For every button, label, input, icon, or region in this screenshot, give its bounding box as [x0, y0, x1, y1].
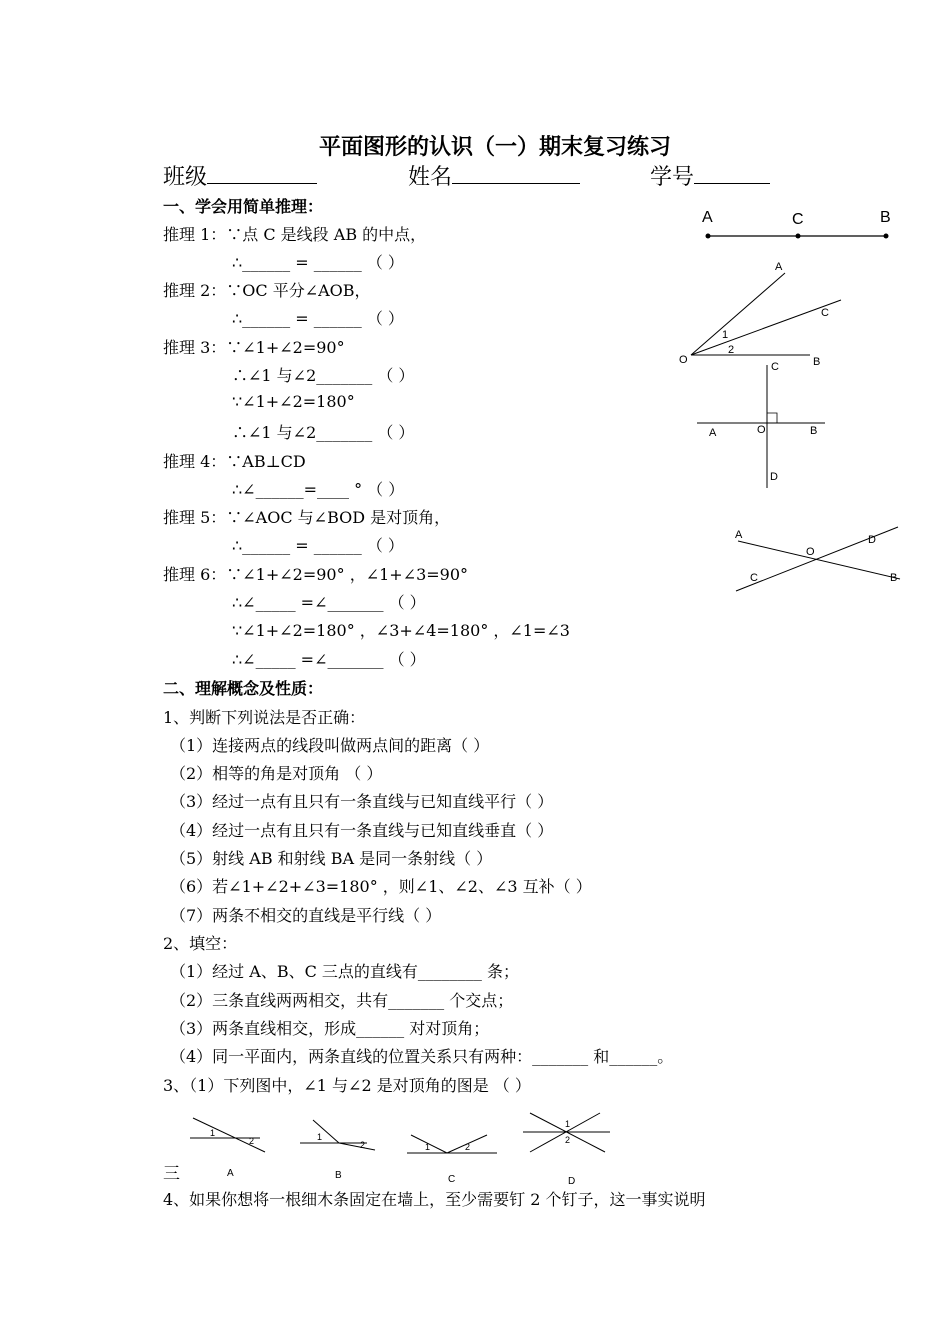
name-label: 姓名 — [408, 165, 453, 190]
label-b: B — [813, 356, 821, 368]
question-2-item-4: （4）同一平面内，两条直线的位置关系只有两种：_______ 和______。 — [170, 1047, 674, 1066]
reasoning-1-premise: 推理 1：∵点 C 是线段 AB 的中点， — [163, 225, 427, 244]
question-1-item-1: （1）连接两点的线段叫做两点间的距离（ ） — [170, 736, 490, 755]
reasoning-3-premise: 推理 3：∵∠1+∠2=90° — [163, 338, 345, 357]
reasoning-6-premise-2: ∵∠1+∠2=180° ，∠3+∠4=180° ，∠1=∠3 — [232, 621, 570, 640]
choice-d-angle-1: 1 — [565, 1119, 571, 1129]
label-a: A — [709, 427, 717, 439]
reasoning-6-conclusion: ∴∠_____ =∠_______ （ ） — [232, 593, 426, 612]
question-2-item-1: （1）经过 A、B、C 三点的直线有________ 条； — [170, 962, 519, 981]
class-field — [163, 160, 317, 191]
class-label: 班级 — [163, 165, 208, 190]
choice-d-label: D — [568, 1176, 576, 1187]
label-a: A — [735, 529, 743, 541]
question-4: 4、如果你想将一根细木条固定在墙上，至少需要钉 2 个钉子，这一事实说明 — [163, 1190, 706, 1209]
choice-a-label: A — [227, 1168, 234, 1179]
choice-a-figure — [190, 1118, 265, 1179]
class-blank — [207, 163, 317, 184]
reasoning-5-conclusion: ∴______ = ______ （ ） — [232, 536, 404, 555]
point-b — [884, 234, 889, 239]
number-field — [650, 160, 770, 191]
label-o: O — [679, 354, 688, 366]
question-1-item-6: （6）若∠1+∠2+∠3=180° ，则∠1、∠2、∠3 互补（ ） — [170, 877, 592, 896]
point-c — [796, 234, 801, 239]
reasoning-2-premise: 推理 2：∵OC 平分∠AOB， — [163, 281, 371, 300]
point-a — [706, 234, 711, 239]
label-c: C — [792, 211, 804, 228]
choice-c-label: C — [448, 1174, 456, 1185]
number-label: 学号 — [650, 165, 695, 190]
reasoning-3-conclusion: ∴∠1 与∠2_______ （ ） — [232, 366, 415, 385]
reasoning-5-premise: 推理 5：∵∠AOC 与∠BOD 是对顶角， — [163, 508, 451, 527]
question-1-item-2: （2）相等的角是对顶角 （ ） — [170, 764, 383, 783]
choice-c-figure — [407, 1135, 497, 1185]
label-angle-2: 2 — [728, 344, 735, 356]
question-2-item-2: （2）三条直线两两相交，共有_______ 个交点； — [170, 991, 514, 1010]
choice-a-angle-2: 2 — [249, 1136, 255, 1146]
choice-c-angle-1: 1 — [425, 1142, 431, 1152]
reasoning-6-conclusion-2: ∴∠_____ =∠_______ （ ） — [232, 650, 426, 669]
question-1-item-4: （4）经过一点有且只有一条直线与已知直线垂直（ ） — [170, 821, 554, 840]
choice-b-figure — [300, 1120, 375, 1181]
reasoning-4-premise: 推理 4：∵AB⊥CD — [163, 452, 306, 471]
right-angle-mark — [767, 413, 777, 423]
name-field — [408, 160, 580, 191]
vertical-angle-choices — [185, 1110, 625, 1192]
label-b: B — [880, 209, 891, 226]
label-o: O — [757, 424, 766, 436]
label-o: O — [806, 546, 815, 558]
ray-oa — [691, 273, 785, 355]
question-2-item-3: （3）两条直线相交，形成______ 对对顶角； — [170, 1019, 490, 1038]
segment-figure — [690, 198, 910, 248]
ray-oc — [691, 300, 841, 355]
label-d: D — [770, 471, 778, 483]
question-1-item-5: （5）射线 AB 和射线 BA 是同一条射线（ ） — [170, 849, 493, 868]
reasoning-1-conclusion: ∴______ = ______ （ ） — [232, 253, 404, 272]
label-b: B — [810, 425, 818, 437]
number-blank — [694, 163, 770, 184]
reasoning-6-premise: 推理 6：∵∠1+∠2=90° ，∠1+∠3=90° — [163, 565, 469, 584]
perpendicular-figure — [695, 360, 835, 492]
section2-heading: 二、理解概念及性质： — [163, 679, 324, 698]
question-2: 2、填空： — [163, 934, 238, 953]
choice-d-angle-2: 2 — [565, 1135, 571, 1145]
section1-heading: 一、学会用简单推理： — [163, 197, 324, 216]
vertical-angles-figure — [728, 525, 913, 597]
label-c: C — [750, 572, 758, 584]
choice-b-angle-2: 2 — [360, 1140, 366, 1150]
choice-b-angle-1: 1 — [317, 1132, 323, 1142]
label-b: B — [890, 572, 898, 584]
label-d: D — [868, 534, 876, 546]
reasoning-3-conclusion-2: ∴∠1 与∠2_______ （ ） — [232, 423, 415, 442]
choice-b-label: B — [335, 1170, 342, 1181]
choice-c-angle-2: 2 — [465, 1142, 471, 1152]
question-3: 3、（1）下列图中，∠1 与∠2 是对顶角的图是 （ ） — [163, 1076, 531, 1095]
label-angle-1: 1 — [722, 329, 729, 341]
angle-bisector-figure — [675, 255, 855, 375]
section3-heading: 三 — [163, 1164, 180, 1184]
reasoning-4-conclusion: ∴∠______=____ ° （ ） — [232, 480, 405, 499]
label-c: C — [821, 307, 829, 319]
name-blank — [452, 163, 580, 184]
reasoning-2-conclusion: ∴______ = ______ （ ） — [232, 309, 404, 328]
reasoning-3-premise-2: ∵∠1+∠2=180° — [232, 392, 355, 411]
label-a: A — [775, 261, 783, 273]
line-ab — [738, 541, 900, 579]
question-1: 1、判断下列说法是否正确： — [163, 708, 366, 727]
label-c: C — [771, 361, 779, 373]
page-title: 平面图形的认识（一）期末复习练习 — [318, 134, 671, 160]
question-1-item-7: （7）两条不相交的直线是平行线（ ） — [170, 906, 442, 925]
choice-d-figure — [523, 1113, 610, 1187]
question-1-item-3: （3）经过一点有且只有一条直线与已知直线平行（ ） — [170, 792, 554, 811]
label-a: A — [702, 209, 713, 226]
choice-a-angle-1: 1 — [210, 1128, 216, 1138]
